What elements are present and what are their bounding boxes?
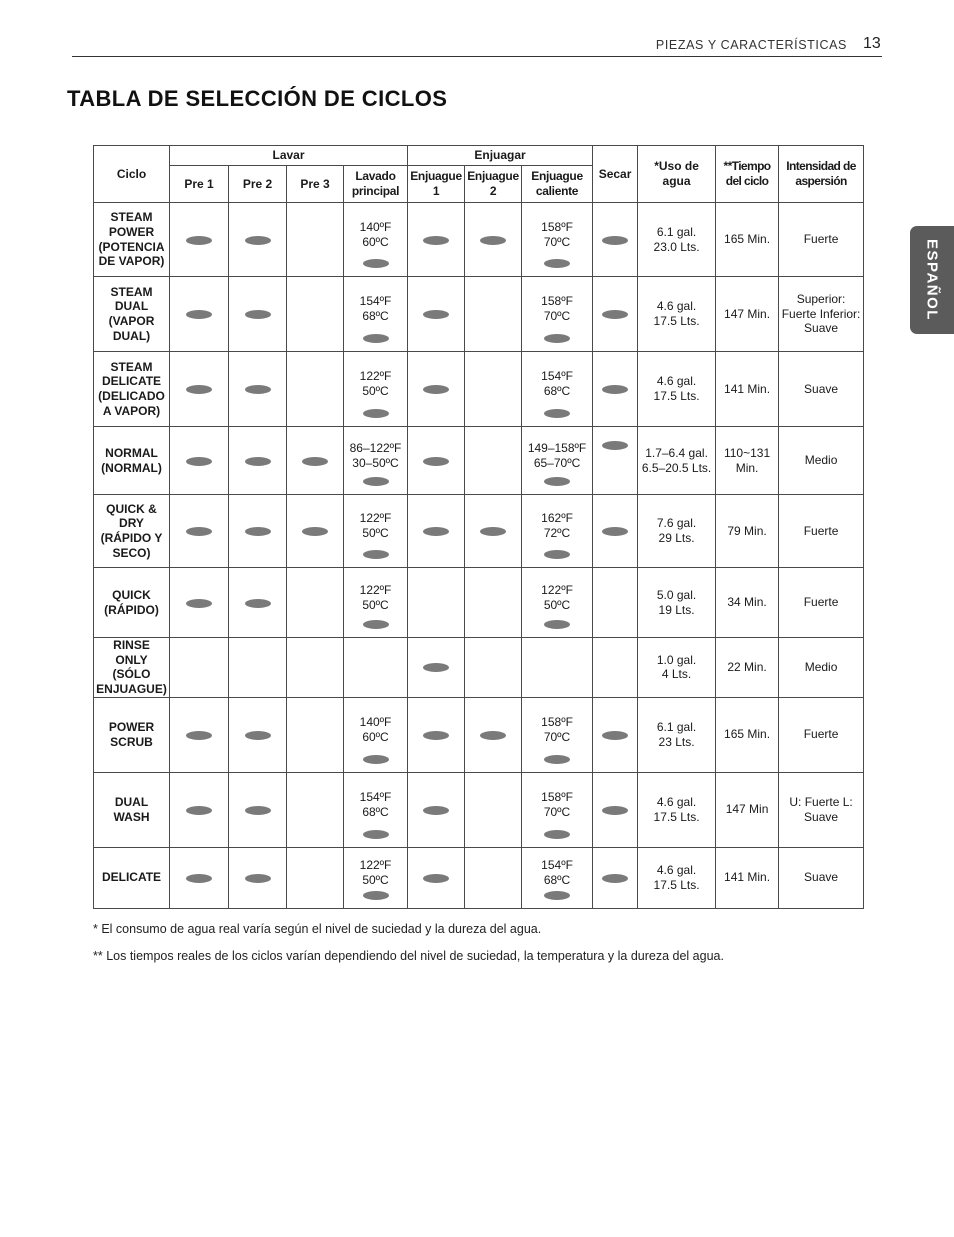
cell-pre2	[229, 495, 287, 568]
cell-pre3	[287, 697, 344, 772]
page-title: TABLA DE SELECCIÓN DE CICLOS	[67, 86, 448, 111]
temp-celsius: 30–50ºC	[352, 455, 399, 470]
cell-rinse2	[465, 772, 522, 847]
cell-dry	[593, 697, 638, 772]
cell-pre2	[229, 427, 287, 495]
temp-celsius: 60ºC	[362, 234, 389, 249]
cycle-name: DUAL WASH	[94, 772, 170, 847]
cell-dry	[593, 772, 638, 847]
cell-pre1	[170, 277, 229, 352]
cell-dry	[593, 568, 638, 638]
cell-main-wash	[344, 495, 408, 568]
language-tab[interactable]	[910, 226, 954, 334]
cell-hot-rinse	[522, 772, 593, 847]
cell-spray-intensity: Fuerte	[779, 568, 864, 638]
footnote-time: ** Los tiempos reales de los ciclos varían dependiendo del nivel de suciedad, la temperatura y la dureza del agua.	[93, 949, 724, 963]
cell-cycle-time: 165 Min.	[716, 697, 779, 772]
table-row	[94, 352, 864, 427]
water-gallons: 7.6 gal.	[656, 516, 697, 531]
table-row	[94, 495, 864, 568]
water-gallons: 4.6 gal.	[656, 299, 697, 314]
cell-pre2	[229, 203, 287, 277]
cell-main-wash	[344, 847, 408, 908]
temp-fahrenheit: 86–122ºF	[349, 440, 402, 455]
cell-main-wash	[344, 277, 408, 352]
temp-celsius: 70ºC	[543, 309, 571, 323]
water-liters: 6.5–20.5 Lts.	[641, 460, 712, 475]
stage-indicator-dot	[363, 259, 389, 268]
water-liters: 23 Lts.	[658, 734, 695, 749]
stage-indicator-dot	[186, 874, 212, 883]
header-enjuague2: Enjuague 2	[465, 166, 522, 203]
water-gallons: 1.0 gal.	[656, 652, 697, 667]
temp-fahrenheit: 158ºF	[541, 219, 573, 234]
temp-fahrenheit: 154ºF	[541, 369, 573, 383]
cell-pre1	[170, 772, 229, 847]
cell-spray-intensity: Fuerte	[779, 495, 864, 568]
header-enjuague1: Enjuague 1	[408, 166, 465, 203]
table-row	[94, 427, 864, 495]
cell-pre1	[170, 495, 229, 568]
stage-indicator-dot	[544, 830, 570, 839]
cycle-name: POWER SCRUB	[94, 697, 170, 772]
temp-fahrenheit: 140ºF	[359, 219, 392, 234]
cell-hot-rinse	[522, 352, 593, 427]
cell-rinse1	[408, 203, 465, 277]
cell-rinse2	[465, 638, 522, 698]
cell-spray-intensity: Medio	[779, 638, 864, 698]
cell-cycle-time: 165 Min.	[716, 203, 779, 277]
stage-indicator-dot	[245, 527, 271, 536]
cell-rinse1	[408, 638, 465, 698]
cell-dry	[593, 277, 638, 352]
cycle-name: NORMAL (NORMAL)	[94, 427, 170, 495]
stage-indicator-dot	[423, 236, 449, 245]
stage-indicator-dot	[544, 620, 570, 629]
header-tiempo: **Tiempo del ciclo	[716, 146, 779, 203]
cell-cycle-time: 79 Min.	[716, 495, 779, 568]
cell-spray-intensity: U: Fuerte L: Suave	[779, 772, 864, 847]
stage-indicator-dot	[186, 457, 212, 466]
stage-indicator-dot	[186, 806, 212, 815]
temp-celsius: 60ºC	[362, 729, 389, 744]
cell-pre3	[287, 847, 344, 908]
cell-rinse2	[465, 847, 522, 908]
temp-celsius: 70ºC	[543, 804, 571, 819]
cell-dry	[593, 847, 638, 908]
cell-main-wash	[344, 697, 408, 772]
header-lavado-principal: Lavado principal	[344, 166, 408, 203]
cell-dry	[593, 427, 638, 495]
water-gallons: 5.0 gal.	[656, 587, 697, 602]
header-enjuague-caliente: Enjuague caliente	[522, 166, 593, 203]
table-row	[94, 203, 864, 277]
cell-water-use	[638, 277, 716, 352]
footnote-water: * El consumo de agua real varía según el nivel de suciedad y la dureza del agua.	[93, 922, 542, 936]
stage-indicator-dot	[363, 334, 389, 343]
stage-indicator-dot	[363, 755, 389, 764]
temp-fahrenheit: 149–158ºF	[527, 440, 587, 455]
cell-rinse1	[408, 352, 465, 427]
cell-hot-rinse	[522, 495, 593, 568]
temp-fahrenheit: 122ºF	[359, 582, 392, 597]
cell-rinse1	[408, 277, 465, 352]
cycle-name: QUICK (RÁPIDO)	[94, 568, 170, 638]
stage-indicator-dot	[423, 385, 449, 394]
temp-celsius: 50ºC	[362, 597, 389, 612]
stage-indicator-dot	[186, 236, 212, 245]
cell-water-use	[638, 352, 716, 427]
stage-indicator-dot	[480, 527, 506, 536]
header-section-label: PIEZAS Y CARACTERÍSTICAS	[655, 38, 847, 52]
temp-fahrenheit: 154ºF	[541, 857, 573, 872]
cell-rinse1	[408, 697, 465, 772]
stage-indicator-dot	[363, 830, 389, 839]
stage-indicator-dot	[245, 806, 271, 815]
stage-indicator-dot	[245, 310, 271, 319]
temp-celsius: 68ºC	[362, 804, 389, 819]
temp-celsius: 72ºC	[543, 526, 571, 540]
temp-fahrenheit: 158ºF	[541, 789, 573, 804]
stage-indicator-dot	[602, 806, 628, 815]
cycle-name: RINSE ONLY (SÓLO ENJUAGUE)	[94, 638, 170, 698]
cell-rinse2	[465, 568, 522, 638]
water-liters: 23.0 Lts.	[653, 239, 700, 254]
stage-indicator-dot	[186, 599, 212, 608]
stage-indicator-dot	[602, 385, 628, 394]
header-lavar: Lavar	[170, 146, 408, 166]
water-liters: 29 Lts.	[658, 531, 695, 545]
cell-pre2	[229, 772, 287, 847]
temp-celsius: 65–70ºC	[533, 455, 581, 470]
temp-celsius: 50ºC	[543, 597, 571, 612]
water-gallons: 4.6 gal.	[656, 374, 697, 389]
cell-hot-rinse	[522, 568, 593, 638]
cell-water-use	[638, 697, 716, 772]
cell-rinse2	[465, 352, 522, 427]
cell-pre3	[287, 772, 344, 847]
page-number: 13	[863, 35, 881, 52]
stage-indicator-dot	[423, 310, 449, 319]
cell-pre1	[170, 697, 229, 772]
stage-indicator-dot	[245, 599, 271, 608]
cell-rinse1	[408, 427, 465, 495]
cell-spray-intensity: Suave	[779, 847, 864, 908]
cell-spray-intensity: Suave	[779, 352, 864, 427]
cell-pre1	[170, 427, 229, 495]
cell-water-use	[638, 847, 716, 908]
cycle-name: STEAM DELICATE (DELICADO A VAPOR)	[94, 352, 170, 427]
stage-indicator-dot	[602, 441, 628, 450]
cell-rinse1	[408, 772, 465, 847]
stage-indicator-dot	[186, 527, 212, 536]
water-liters: 17.5 Lts.	[653, 389, 700, 403]
temp-fahrenheit: 122ºF	[359, 857, 392, 872]
stage-indicator-dot	[245, 385, 271, 394]
stage-indicator-dot	[602, 310, 628, 319]
cell-pre1	[170, 847, 229, 908]
cycle-name: QUICK & DRY (RÁPIDO Y SECO)	[94, 495, 170, 568]
temp-fahrenheit: 158ºF	[541, 714, 573, 729]
temp-celsius: 68ºC	[543, 872, 571, 887]
cell-water-use	[638, 772, 716, 847]
cell-cycle-time: 147 Min.	[716, 277, 779, 352]
cell-pre1	[170, 352, 229, 427]
cycle-name: STEAM POWER (POTENCIA DE VAPOR)	[94, 203, 170, 277]
stage-indicator-dot	[544, 259, 570, 268]
temp-celsius: 70ºC	[543, 234, 571, 249]
table-row	[94, 277, 864, 352]
stage-indicator-dot	[245, 874, 271, 883]
cell-pre3	[287, 568, 344, 638]
cell-pre1	[170, 203, 229, 277]
cell-hot-rinse	[522, 847, 593, 908]
cell-main-wash	[344, 568, 408, 638]
stage-indicator-dot	[423, 874, 449, 883]
cycle-name: STEAM DUAL (VAPOR DUAL)	[94, 277, 170, 352]
stage-indicator-dot	[302, 527, 328, 536]
water-gallons: 6.1 gal.	[656, 224, 697, 239]
cell-pre2	[229, 697, 287, 772]
cell-cycle-time: 110~131 Min.	[716, 427, 779, 495]
cell-pre3	[287, 277, 344, 352]
stage-indicator-dot	[186, 385, 212, 394]
language-tab-label: ESPAÑOL	[923, 239, 941, 321]
stage-indicator-dot	[544, 409, 570, 418]
cell-rinse1	[408, 495, 465, 568]
table-row	[94, 568, 864, 638]
table-row	[94, 638, 864, 698]
stage-indicator-dot	[245, 731, 271, 740]
cell-main-wash	[344, 772, 408, 847]
cell-pre2	[229, 638, 287, 698]
temp-celsius: 50ºC	[362, 384, 389, 398]
cell-pre3	[287, 203, 344, 277]
stage-indicator-dot	[245, 457, 271, 466]
cell-pre2	[229, 277, 287, 352]
stage-indicator-dot	[363, 409, 389, 418]
temp-fahrenheit: 122ºF	[541, 582, 573, 597]
cell-water-use	[638, 638, 716, 698]
footnotes	[93, 922, 724, 976]
temp-celsius: 68ºC	[543, 384, 571, 398]
table-row	[94, 772, 864, 847]
temp-fahrenheit: 154ºF	[359, 294, 392, 308]
cell-pre3	[287, 352, 344, 427]
header-secar: Secar	[593, 146, 638, 203]
cell-rinse2	[465, 495, 522, 568]
stage-indicator-dot	[363, 550, 389, 559]
cell-dry	[593, 352, 638, 427]
cell-pre2	[229, 847, 287, 908]
cell-cycle-time: 34 Min.	[716, 568, 779, 638]
cell-spray-intensity: Fuerte	[779, 203, 864, 277]
cell-rinse1	[408, 568, 465, 638]
cell-rinse1	[408, 847, 465, 908]
table-row	[94, 847, 864, 908]
cell-main-wash	[344, 638, 408, 698]
stage-indicator-dot	[423, 663, 449, 672]
cell-main-wash	[344, 427, 408, 495]
water-liters: 17.5 Lts.	[653, 877, 700, 892]
temp-fahrenheit: 140ºF	[359, 714, 392, 729]
header-enjuagar: Enjuagar	[408, 146, 593, 166]
cell-rinse2	[465, 697, 522, 772]
cell-water-use	[638, 203, 716, 277]
cell-water-use	[638, 495, 716, 568]
stage-indicator-dot	[602, 874, 628, 883]
stage-indicator-dot	[544, 477, 570, 486]
cell-hot-rinse	[522, 427, 593, 495]
cell-hot-rinse	[522, 203, 593, 277]
stage-indicator-dot	[186, 731, 212, 740]
cell-pre3	[287, 495, 344, 568]
water-liters: 17.5 Lts.	[653, 314, 700, 328]
cycle-name: DELICATE	[94, 847, 170, 908]
cell-hot-rinse	[522, 697, 593, 772]
cell-main-wash	[344, 352, 408, 427]
stage-indicator-dot	[544, 334, 570, 343]
header-pre3: Pre 3	[287, 166, 344, 203]
cell-rinse2	[465, 427, 522, 495]
stage-indicator-dot	[186, 310, 212, 319]
cell-rinse2	[465, 277, 522, 352]
cell-cycle-time: 141 Min.	[716, 352, 779, 427]
stage-indicator-dot	[602, 527, 628, 536]
cell-pre2	[229, 568, 287, 638]
cell-pre3	[287, 638, 344, 698]
stage-indicator-dot	[544, 550, 570, 559]
header-intensidad: Intensidad de aspersión	[779, 146, 864, 203]
temp-fahrenheit: 154ºF	[359, 789, 392, 804]
cell-cycle-time: 147 Min	[716, 772, 779, 847]
stage-indicator-dot	[423, 457, 449, 466]
water-gallons: 4.6 gal.	[656, 862, 697, 877]
header-pre2: Pre 2	[229, 166, 287, 203]
header-uso-agua: *Uso de agua	[638, 146, 716, 203]
stage-indicator-dot	[245, 236, 271, 245]
temp-fahrenheit: 162ºF	[541, 511, 573, 525]
header-ciclo: Ciclo	[94, 146, 170, 203]
stage-indicator-dot	[363, 477, 389, 486]
cell-dry	[593, 203, 638, 277]
cell-dry	[593, 495, 638, 568]
temp-fahrenheit: 122ºF	[359, 369, 392, 383]
temp-celsius: 50ºC	[362, 526, 389, 540]
stage-indicator-dot	[480, 731, 506, 740]
stage-indicator-dot	[302, 457, 328, 466]
temp-celsius: 50ºC	[362, 872, 389, 887]
cell-pre3	[287, 427, 344, 495]
cell-water-use	[638, 568, 716, 638]
stage-indicator-dot	[423, 527, 449, 536]
table-row	[94, 697, 864, 772]
stage-indicator-dot	[423, 806, 449, 815]
cell-water-use	[638, 427, 716, 495]
stage-indicator-dot	[363, 891, 389, 900]
water-liters: 19 Lts.	[658, 602, 695, 617]
cycle-selection-table	[93, 145, 864, 909]
water-liters: 17.5 Lts.	[653, 809, 700, 824]
cell-main-wash	[344, 203, 408, 277]
cell-hot-rinse	[522, 277, 593, 352]
cell-spray-intensity: Fuerte	[779, 697, 864, 772]
stage-indicator-dot	[423, 731, 449, 740]
header-pre1: Pre 1	[170, 166, 229, 203]
water-gallons: 1.7–6.4 gal.	[645, 445, 708, 460]
cell-pre1	[170, 568, 229, 638]
cell-pre2	[229, 352, 287, 427]
stage-indicator-dot	[602, 731, 628, 740]
cell-cycle-time: 141 Min.	[716, 847, 779, 908]
water-liters: 4 Lts.	[661, 667, 692, 682]
temp-celsius: 70ºC	[543, 729, 571, 744]
water-gallons: 4.6 gal.	[656, 794, 697, 809]
header-rule	[72, 56, 882, 57]
cell-hot-rinse	[522, 638, 593, 698]
stage-indicator-dot	[544, 891, 570, 900]
cell-cycle-time: 22 Min.	[716, 638, 779, 698]
cell-rinse2	[465, 203, 522, 277]
cell-dry	[593, 638, 638, 698]
stage-indicator-dot	[363, 620, 389, 629]
water-gallons: 6.1 gal.	[656, 719, 697, 734]
cell-spray-intensity: Superior: Fuerte Inferior: Suave	[779, 277, 864, 352]
stage-indicator-dot	[480, 236, 506, 245]
cell-pre1	[170, 638, 229, 698]
temp-celsius: 68ºC	[362, 309, 389, 323]
cell-spray-intensity: Medio	[779, 427, 864, 495]
stage-indicator-dot	[602, 236, 628, 245]
stage-indicator-dot	[544, 755, 570, 764]
temp-fahrenheit: 122ºF	[359, 511, 392, 525]
temp-fahrenheit: 158ºF	[541, 294, 573, 308]
